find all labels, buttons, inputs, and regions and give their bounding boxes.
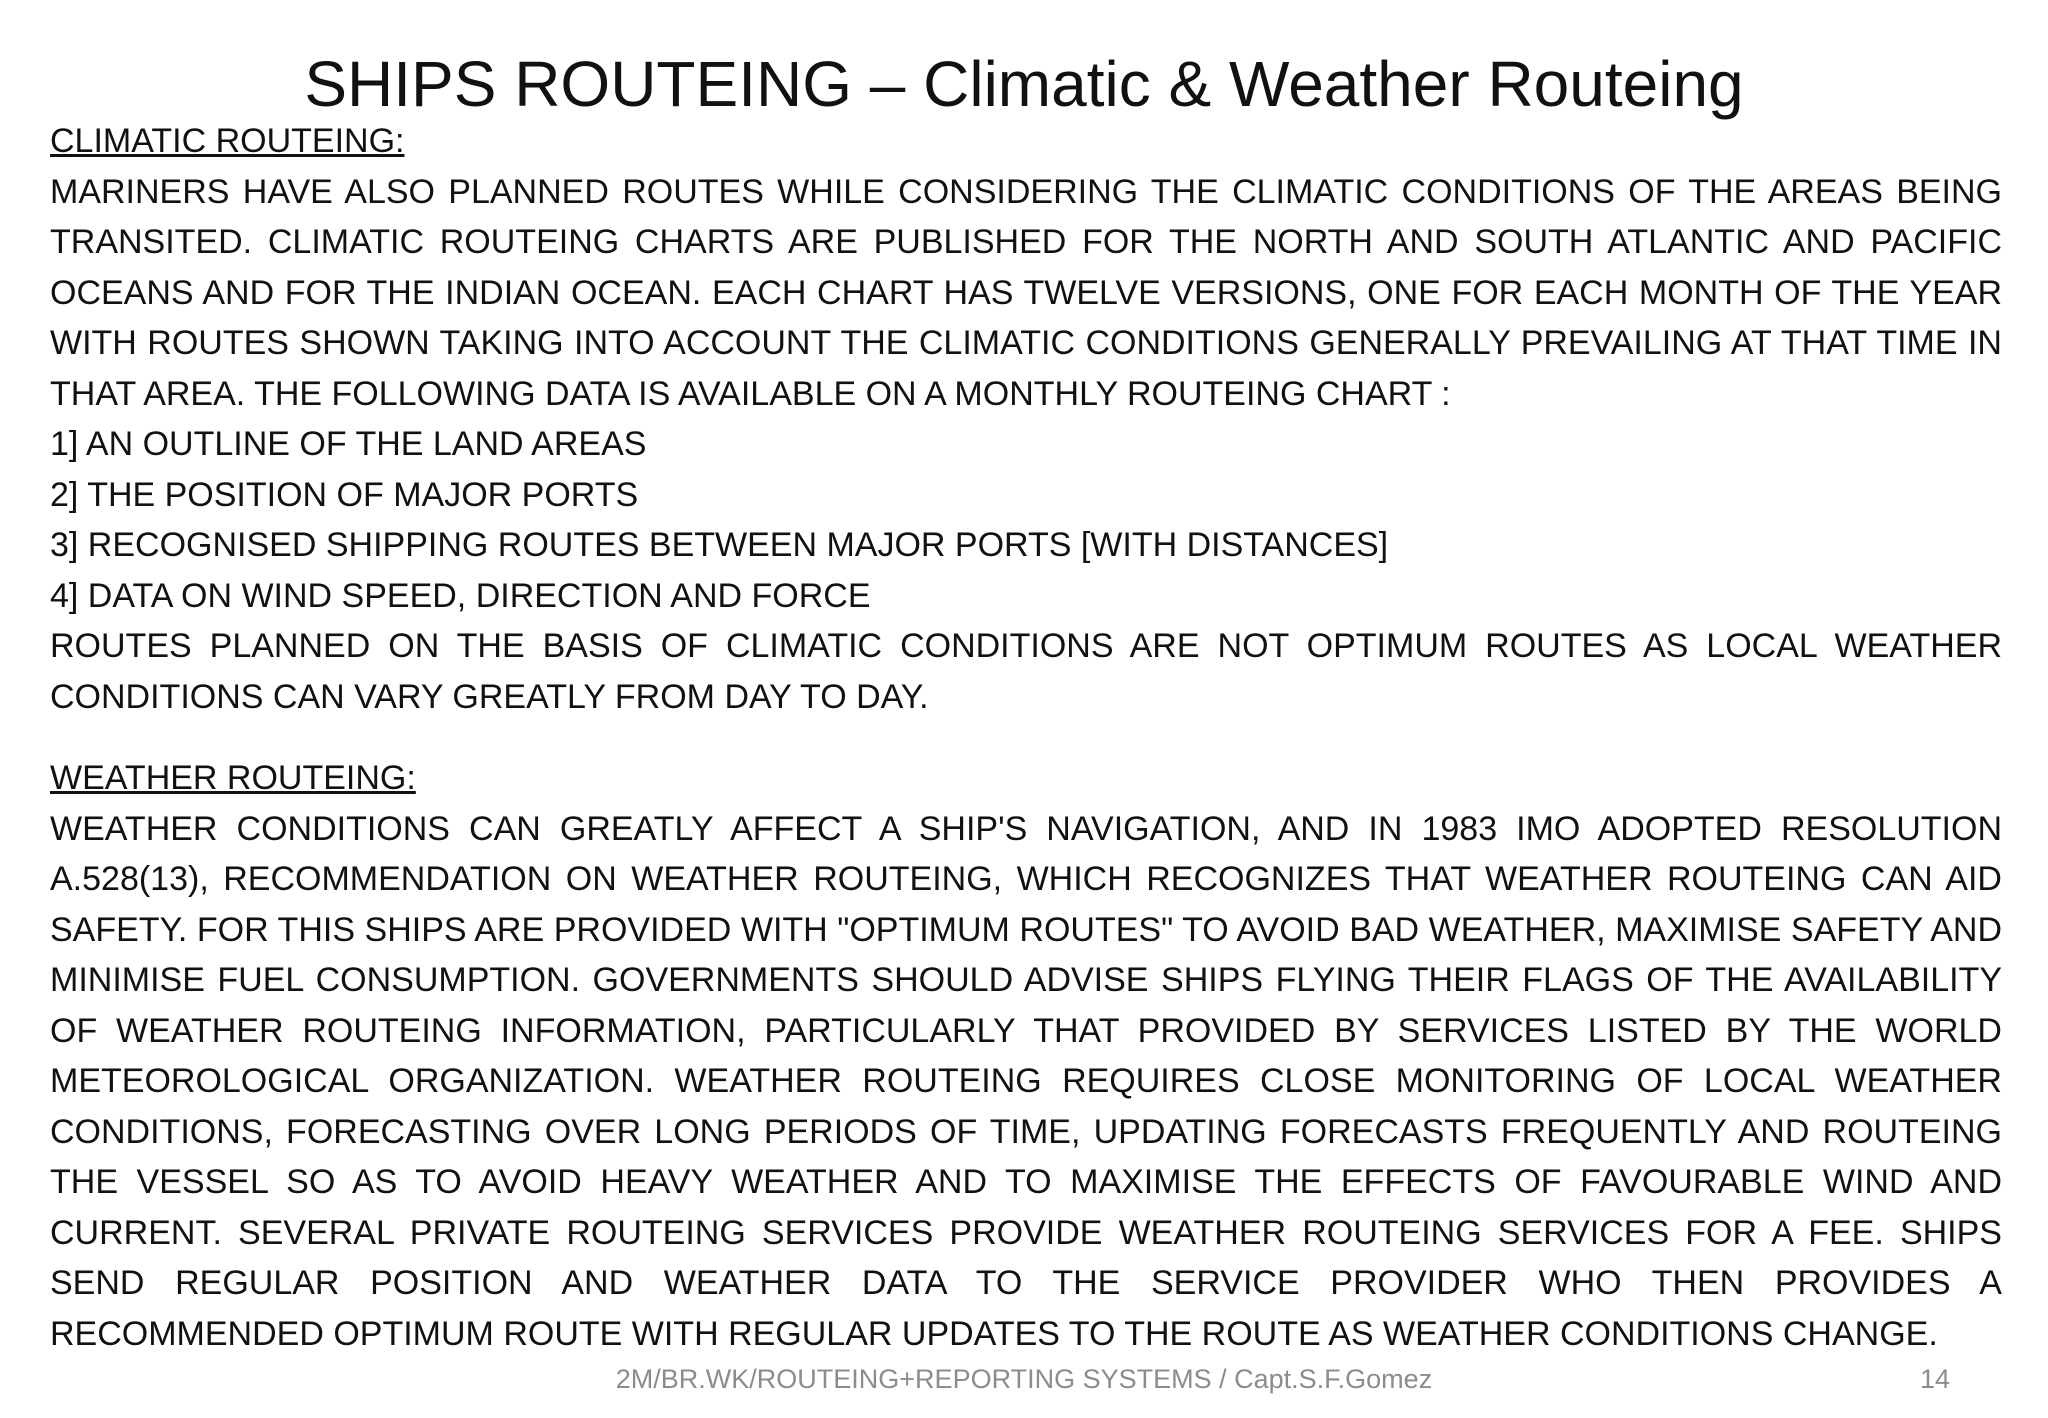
list-item: 1] AN OUTLINE OF THE LAND AREAS (50, 425, 647, 463)
footer-text: 2M/BR.WK/ROUTEING+REPORTING SYSTEMS / Capt.S.F.Gomez (615, 1364, 1433, 1394)
climatic-routeing-conclusion: ROUTES PLANNED ON THE BASIS OF CLIMATIC CONDITIONS ARE NOT OPTIMUM ROUTES AS LOCAL WEATHER CONDITIONS CAN VARY GREATLY FROM DAY TO DAY. (50, 627, 2002, 716)
list-item: 4] DATA ON WIND SPEED, DIRECTION AND FORCE (50, 576, 871, 615)
weather-routeing-heading: WEATHER ROUTEING: (50, 759, 416, 797)
page-number: 14 (1920, 1364, 1951, 1394)
slide-title: SHIPS ROUTEING – Climatic & Weather Routeing (304, 48, 1744, 120)
climatic-routeing-intro: MARINERS HAVE ALSO PLANNED ROUTES WHILE CONSIDERING THE CLIMATIC CONDITIONS OF THE AREAS BEING TRANSITED. CLIMATIC ROUTEING CHARTS ARE PUBLISHED FOR THE NORTH AND SOUTH ATLANTIC AND PACIFIC OCEANS AND FOR THE INDIAN OCEAN. EACH CHART HAS TWELVE VERSIONS, ONE FOR EACH MONTH OF THE YEAR WITH ROUTES SHOWN TAKING INTO ACCOUNT THE CLIMATIC CONDITIONS GENERALLY PREVAILING AT THAT TIME IN THAT AREA. THE FOLLOWING DATA IS AVAILABLE ON A MONTHLY ROUTEING CHART : (50, 172, 2002, 413)
list-item: 2] THE POSITION OF MAJOR PORTS (50, 475, 639, 514)
weather-routeing-section (50, 753, 2002, 1359)
slide-content (50, 116, 2002, 1359)
climatic-routeing-heading: CLIMATIC ROUTEING: (50, 122, 405, 160)
section-spacer (50, 722, 2002, 753)
list-item: 3] RECOGNISED SHIPPING ROUTES BETWEEN MAJOR PORTS [WITH DISTANCES] (50, 526, 1389, 564)
weather-routeing-body: WEATHER CONDITIONS CAN GREATLY AFFECT A SHIP'S NAVIGATION, AND IN 1983 IMO ADOPTED RESOLUTION A.528(13), RECOMMENDATION ON WEATHER ROUTEING, WHICH RECOGNIZES THAT WEATHER ROUTEING CAN AID SAFETY. FOR THIS SHIPS ARE PROVIDED WITH "OPTIMUM ROUTES" TO AVOID BAD WEATHER, MAXIMISE SAFETY AND MINIMISE FUEL CONSUMPTION. GOVERNMENTS SHOULD ADVISE SHIPS FLYING THEIR FLAGS OF THE AVAILABILITY OF WEATHER ROUTEING INFORMATION, PARTICULARLY THAT PROVIDED BY SERVICES LISTED BY THE WORLD METEOROLOGICAL ORGANIZATION. WEATHER ROUTEING REQUIRES CLOSE MONITORING OF LOCAL WEATHER CONDITIONS, FORECASTING OVER LONG PERIODS OF TIME, UPDATING FORECASTS FREQUENTLY AND ROUTEING THE VESSEL SO AS TO AVOID HEAVY WEATHER AND TO MAXIMISE THE EFFECTS OF FAVOURABLE WIND AND CURRENT. SEVERAL PRIVATE ROUTEING SERVICES PROVIDE WEATHER ROUTEING SERVICES FOR A FEE. SHIPS SEND REGULAR POSITION AND WEATHER DATA TO THE SERVICE PROVIDER WHO THEN PROVIDES A RECOMMENDED OPTIMUM ROUTE WITH REGULAR UPDATES TO THE ROUTE AS WEATHER CONDITIONS CHANGE. (50, 809, 2002, 1353)
climatic-routeing-section (50, 116, 2002, 722)
